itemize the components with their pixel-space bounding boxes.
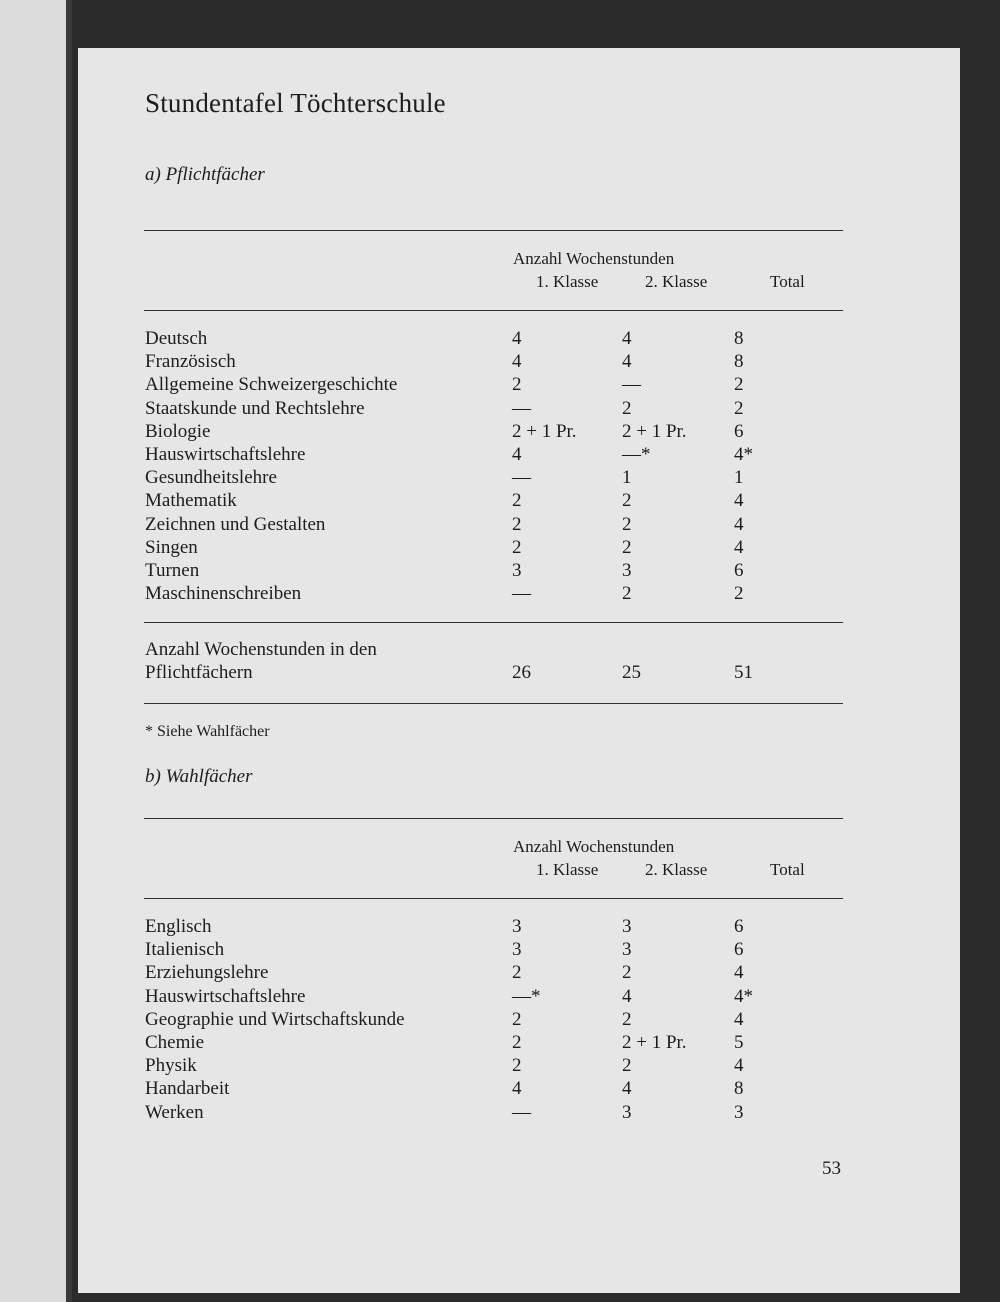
subject-cell: Mathematik — [145, 490, 237, 512]
total-cell: 3 — [734, 1101, 744, 1123]
header-col-klasse-1-2: 1. Klasse — [536, 860, 599, 879]
table-row — [145, 374, 845, 397]
subject-cell: Physik — [145, 1055, 197, 1077]
subject-cell: Deutsch — [145, 328, 208, 349]
page-title: Stundentafel Töchterschule — [145, 88, 446, 118]
klasse-2-cell: 3 — [622, 560, 632, 581]
klasse-2-cell: 2 — [622, 397, 632, 419]
table-row — [145, 1032, 845, 1055]
header-group-label-2: Anzahl Wochenstunden — [513, 837, 675, 856]
klasse-1-cell: 4 — [512, 351, 522, 373]
subject-cell: Erziehungslehre — [145, 962, 269, 984]
klasse-1-cell: 3 — [512, 939, 522, 961]
sum-row-label-1 — [145, 639, 845, 662]
total-cell: 4 — [734, 490, 744, 512]
total-cell: 4 — [734, 1055, 744, 1077]
klasse-2-cell: 2 — [622, 490, 632, 512]
total-cell: 8 — [734, 328, 744, 349]
page-number: 53 — [822, 1158, 841, 1179]
klasse-1-cell: 2 — [512, 536, 522, 558]
table-rule-sum — [144, 622, 843, 623]
table-row — [145, 962, 845, 985]
total-cell: 4 — [734, 536, 744, 558]
sum-klasse-2: 25 — [622, 662, 641, 683]
table-row — [145, 1055, 845, 1078]
total-cell: 1 — [734, 467, 744, 489]
klasse-2-cell: 3 — [622, 1101, 632, 1123]
section-heading-wahlfaecher: b) Wahlfächer — [145, 766, 253, 787]
klasse-1-cell: 4 — [512, 1078, 522, 1100]
table-rule-bottom — [144, 703, 843, 704]
subject-cell: Handarbeit — [145, 1078, 230, 1100]
klasse-1-cell: 2 — [512, 962, 522, 984]
table-row — [145, 490, 845, 513]
klasse-1-cell: — — [512, 1101, 531, 1123]
total-cell: 2 — [734, 583, 744, 605]
sum-total: 51 — [734, 662, 753, 683]
klasse-1-cell: 2 — [512, 1055, 522, 1077]
subject-cell: Singen — [145, 536, 198, 558]
subject-cell: Italienisch — [145, 939, 225, 961]
table-row — [145, 537, 845, 560]
table-row — [145, 583, 845, 606]
klasse-1-cell: 3 — [512, 916, 522, 937]
klasse-2-cell: 2 — [622, 1008, 632, 1030]
header-col-total-2: Total — [770, 860, 805, 879]
total-cell: 6 — [734, 560, 744, 581]
sum-klasse-1: 26 — [512, 662, 531, 683]
klasse-1-cell: 2 — [512, 374, 522, 396]
klasse-1-cell: — — [512, 467, 531, 489]
header-col-klasse-2: 2. Klasse — [645, 272, 708, 291]
table-row — [145, 444, 845, 467]
klasse-2-cell: 2 — [622, 1055, 632, 1077]
klasse-1-cell: 2 — [512, 1032, 522, 1053]
klasse-2-cell: 4 — [622, 351, 632, 373]
subject-cell: Maschinenschreiben — [145, 583, 302, 605]
subject-cell: Geographie und Wirtschaftskunde — [145, 1008, 405, 1030]
table-row — [145, 939, 845, 962]
total-cell: 2 — [734, 374, 744, 396]
subject-cell: Zeichnen und Gestalten — [145, 513, 326, 535]
sum-label-line-1: Anzahl Wochenstunden in den — [145, 639, 377, 660]
klasse-1-cell: — — [512, 583, 531, 605]
table-row — [145, 328, 845, 351]
subject-cell: Turnen — [145, 560, 200, 581]
table-row — [145, 514, 845, 537]
sum-row — [145, 662, 845, 685]
subject-cell: Allgemeine Schweizergeschichte — [145, 374, 398, 396]
total-cell: 4 — [734, 1008, 744, 1030]
subject-cell: Französisch — [145, 351, 236, 373]
total-cell: 6 — [734, 916, 744, 937]
subject-cell: Staatskunde und Rechtslehre — [145, 397, 365, 419]
klasse-1-cell: 2 + 1 Pr. — [512, 420, 577, 442]
klasse-2-cell: 3 — [622, 939, 632, 961]
total-cell: 6 — [734, 420, 744, 442]
header-col-klasse-2-2: 2. Klasse — [645, 860, 708, 879]
klasse-2-cell: 2 + 1 Pr. — [622, 1032, 687, 1053]
table-rule-top — [144, 230, 843, 231]
table-row — [145, 1102, 845, 1125]
total-cell: 6 — [734, 939, 744, 961]
klasse-2-cell: — — [622, 374, 641, 396]
subject-cell: Chemie — [145, 1032, 205, 1053]
subject-cell: Gesundheitslehre — [145, 467, 277, 489]
klasse-1-cell: 2 — [512, 1008, 522, 1030]
table-rule-header — [144, 310, 843, 311]
table-rule-header-2 — [144, 898, 843, 899]
klasse-2-cell: 2 — [622, 513, 632, 535]
klasse-2-cell: 2 — [622, 962, 632, 984]
table-row — [145, 351, 845, 374]
klasse-1-cell: 3 — [512, 560, 522, 581]
klasse-1-cell: 2 — [512, 490, 522, 512]
klasse-1-cell: 4 — [512, 444, 522, 465]
total-cell: 8 — [734, 351, 744, 373]
header-col-total: Total — [770, 272, 805, 291]
subject-cell: Englisch — [145, 916, 212, 937]
total-cell: 4 — [734, 962, 744, 984]
total-cell: 4* — [734, 985, 753, 1007]
table-row — [145, 467, 845, 490]
left-page-edge — [0, 0, 72, 1302]
total-cell: 2 — [734, 397, 744, 419]
table-row — [145, 986, 845, 1009]
klasse-2-cell: —* — [622, 444, 651, 465]
total-cell: 4 — [734, 513, 744, 535]
klasse-1-cell: —* — [512, 985, 541, 1007]
section-heading-pflichtfaecher: a) Pflichtfächer — [145, 164, 265, 185]
klasse-2-cell: 2 — [622, 536, 632, 558]
total-cell: 5 — [734, 1032, 744, 1053]
document-page — [78, 48, 960, 1293]
table-row — [145, 560, 845, 583]
table-row — [145, 1009, 845, 1032]
subject-cell: Hauswirtschaftslehre — [145, 985, 306, 1007]
header-col-klasse-1: 1. Klasse — [536, 272, 599, 291]
book-gutter — [66, 0, 72, 1302]
klasse-1-cell: 2 — [512, 513, 522, 535]
klasse-2-cell: 2 + 1 Pr. — [622, 420, 687, 442]
table-row — [145, 421, 845, 444]
klasse-2-cell: 4 — [622, 328, 632, 349]
klasse-2-cell: 1 — [622, 467, 632, 489]
table-row — [145, 916, 845, 939]
klasse-2-cell: 2 — [622, 583, 632, 605]
header-group-label: Anzahl Wochenstunden — [513, 249, 675, 268]
total-cell: 4* — [734, 444, 753, 465]
subject-cell: Werken — [145, 1101, 204, 1123]
klasse-1-cell: 4 — [512, 328, 522, 349]
table-row — [145, 398, 845, 421]
table-row — [145, 1078, 845, 1101]
footnote: * Siehe Wahlfächer — [145, 723, 270, 740]
table-rule-top-2 — [144, 818, 843, 819]
total-cell: 8 — [734, 1078, 744, 1100]
klasse-2-cell: 4 — [622, 1078, 632, 1100]
subject-cell: Hauswirtschaftslehre — [145, 444, 306, 465]
klasse-2-cell: 3 — [622, 916, 632, 937]
sum-label-line-2: Pflichtfächern — [145, 662, 253, 683]
klasse-2-cell: 4 — [622, 985, 632, 1007]
subject-cell: Biologie — [145, 420, 211, 442]
klasse-1-cell: — — [512, 397, 531, 419]
